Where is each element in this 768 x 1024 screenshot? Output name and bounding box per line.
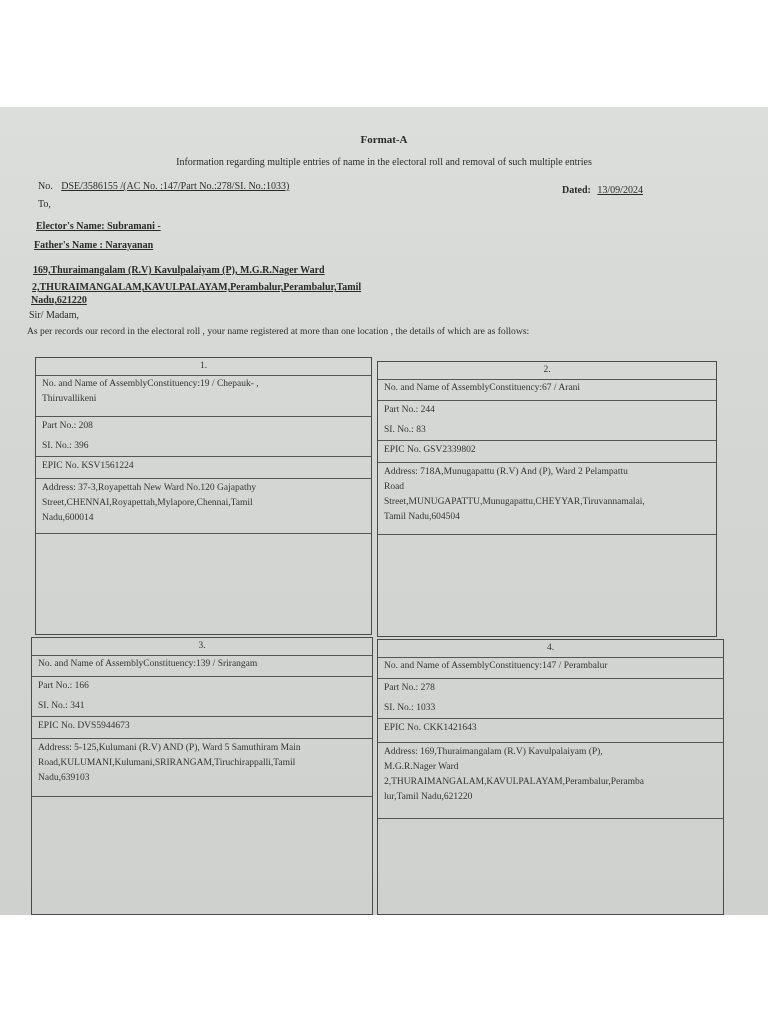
address-line: M.G.R.Nager Ward [384,762,459,772]
serial-number: SI. No.: 341 [32,697,372,717]
to-label: To, [38,199,51,210]
entry-address [36,479,371,534]
father-name: Father's Name : Narayanan [34,240,154,251]
address-line: Address: 5-125,Kulumani (R.V) AND (P), Ward 5 Samuthiram Main [38,743,301,753]
epic-number: EPIC No. GSV2339802 [378,441,716,463]
elector-name: Elector's Name: Subramani - [36,221,161,232]
address-line: Road [384,482,405,492]
serial-number: SI. No.: 1033 [378,699,723,719]
entry-index: 3. [32,638,372,656]
epic-number: EPIC No. KSV1561224 [36,457,371,479]
address-line: Nadu,639103 [38,773,90,783]
epic-number: EPIC No. DVS5944673 [32,717,372,739]
address-line: Address: 37-3,Royapettah New Ward No.120 Gajapathy [42,483,257,493]
serial-number: SI. No.: 396 [36,437,371,457]
constituency-line: No. and Name of AssemblyConstituency:67 / Arani [384,383,581,393]
form-title: Format-A [360,134,408,146]
entry-box-4 [377,639,724,915]
constituency-cell [32,655,372,677]
intro-text: As per records our record in the electoral roll , your name registered at more than one location , the details of which are as follows: [27,326,530,337]
constituency-cell [36,375,371,417]
constituency-line: No. and Name of AssemblyConstituency:147 / Perambalur [384,661,608,671]
entry-address [32,739,372,797]
entry-index: 1. [36,358,371,376]
form-subtitle: Information regarding multiple entries of name in the electoral roll and removal of such multiple entries [176,157,592,168]
constituency-line: No. and Name of AssemblyConstituency:139 / Srirangam [38,659,258,669]
constituency-line: Thiruvallikeni [42,394,97,404]
dated-value: 13/09/2024 [597,185,643,196]
address-line-1: 169,Thuraimangalam (R.V) Kavulpalaiyam (P), M.G.R.Nager Ward [33,265,325,276]
entry-index: 2. [378,362,716,380]
entry-box-1 [35,357,372,635]
constituency-line: No. and Name of AssemblyConstituency:19 / Chepauk- , [42,379,259,389]
salutation: Sir/ Madam, [29,310,79,321]
address-line-2: 2,THURAIMANGALAM,KAVULPALAYAM,Perambalur,Perambalur,Tamil [32,282,362,293]
constituency-cell [378,657,723,679]
part-number: Part No.: 166 [38,681,89,691]
dated-label: Dated: [562,185,591,196]
entry-address [378,743,723,819]
address-line: lur,Tamil Nadu,621220 [384,792,473,802]
address-line: Address: 169,Thuraimangalam (R.V) Kavulpalaiyam (P), [384,747,603,757]
part-number: Part No.: 244 [384,405,435,415]
address-line: Address: 718A,Munugapattu (R.V) And (P), Ward 2 Pelampattu [384,467,628,477]
entry-address [378,463,716,535]
part-number: Part No.: 208 [42,421,93,431]
address-line: 2,THURAIMANGALAM,KAVULPALAYAM,Perambalur,Peramba [384,777,644,787]
reference-number-label: No. [38,181,53,192]
address-line: Tamil Nadu,604504 [384,512,460,522]
entry-box-2 [377,361,717,637]
epic-number: EPIC No. CKK1421643 [378,719,723,743]
address-line: Street,CHENNAI,Royapettah,Mylapore,Chennai,Tamil [42,498,253,508]
address-line-3: Nadu,621220 [31,295,87,306]
reference-number-line [38,181,289,193]
dated-line [562,185,643,197]
address-line: Road,KULUMANI,Kulumani,SRIRANGAM,Tiruchirappalli,Tamil [38,758,296,768]
constituency-cell [378,379,716,401]
reference-number: DSE/3586155 /(AC No. :147/Part No.:278/SI. No.:1033) [61,181,290,192]
part-number: Part No.: 278 [384,683,435,693]
address-line: Nadu,600014 [42,513,94,523]
serial-number: SI. No.: 83 [378,421,716,441]
entry-box-3 [31,637,373,915]
address-line: Street,MUNUGAPATTU,Munugapattu,CHEYYAR,Tiruvannamalai, [384,497,645,507]
document-page [0,107,768,915]
entry-index: 4. [378,640,723,658]
